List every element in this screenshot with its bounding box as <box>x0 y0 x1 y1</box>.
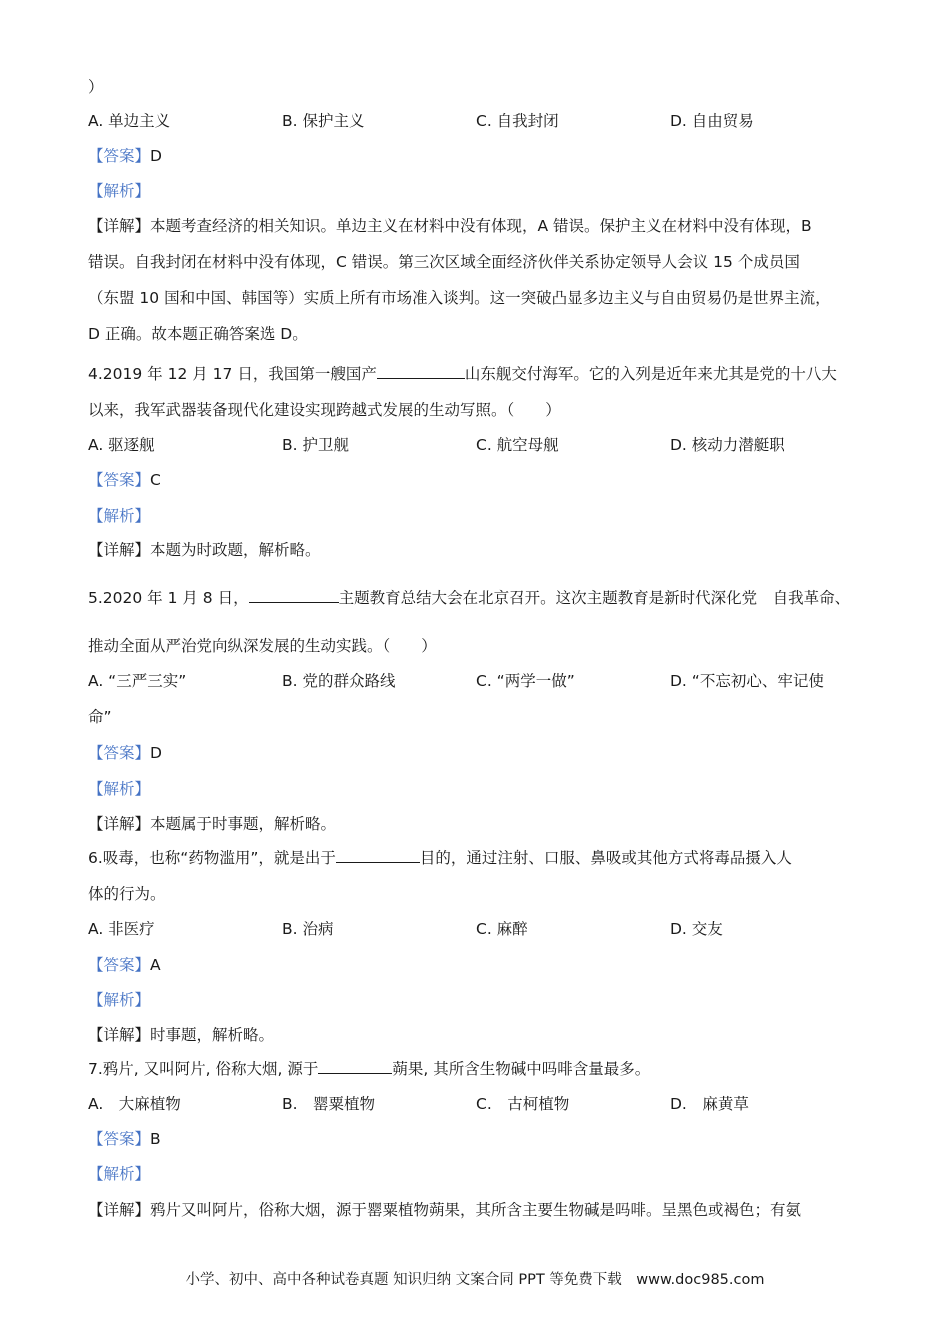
q5-detail <box>88 813 336 835</box>
q3-option-d: D. 自由贸易 <box>670 112 754 130</box>
q5-option-b: B. 党的群众路线 <box>282 672 396 690</box>
detail-text: 时事题，解析略。 <box>150 1026 275 1044</box>
q6-analysis-tag: 【解析】 <box>88 991 151 1009</box>
q5-option-a: A. “三严三实” <box>88 672 187 690</box>
detail-tag: 【详解】 <box>88 1026 151 1044</box>
q5-stem-line-1 <box>88 587 850 609</box>
stem-text: 目的，通过注射、口服、鼻吸或其他方式将毒品摄入人 <box>419 849 792 867</box>
q4-detail <box>88 539 321 561</box>
q4-option-c: C. 航空母舰 <box>476 436 559 454</box>
q3-analysis-tag: 【解析】 <box>88 182 151 200</box>
answer-tag: 【答案】 <box>88 147 151 165</box>
stem-text: 主题教育总结大会在北京召开。这次主题教育是新时代深化党 自我革命、 <box>338 589 851 607</box>
q6-answer <box>88 954 161 976</box>
q4-analysis-tag: 【解析】 <box>88 507 151 525</box>
q4-answer <box>88 469 161 491</box>
answer-blank <box>249 588 339 603</box>
q6-option-c: C. 麻醉 <box>476 920 528 938</box>
q4-option-a: A. 驱逐舰 <box>88 436 155 454</box>
q7-detail <box>88 1199 801 1221</box>
detail-tag: 【详解】 <box>88 815 151 833</box>
q7-option-b: B. 罂粟植物 <box>282 1095 376 1113</box>
detail-text: 本题为时政题，解析略。 <box>150 541 321 559</box>
q7-answer <box>88 1128 161 1150</box>
q5-option-d: D. “不忘初心、牢记使 <box>670 672 824 690</box>
q3-option-b: B. 保护主义 <box>282 112 365 130</box>
q3-detail-line-3: （东盟 10 国和中国、韩国等）实质上所有市场准入谈判。这一突破凸显多边主义与自由贸易仍是世界主流， <box>88 289 831 307</box>
q7-option-d: D. 麻黄草 <box>670 1095 749 1113</box>
q7-stem-line-1 <box>88 1058 650 1080</box>
q5-answer <box>88 742 162 764</box>
q7-option-c: C. 古柯植物 <box>476 1095 570 1113</box>
detail-tag: 【详解】 <box>88 541 151 559</box>
answer-blank <box>318 1059 392 1074</box>
q6-option-b: B. 治病 <box>282 920 334 938</box>
q4-option-d: D. 核动力潜艇职 <box>670 436 785 454</box>
q7-option-a: A. 大麻植物 <box>88 1095 181 1113</box>
q6-stem-line-1 <box>88 847 792 869</box>
q5-analysis-tag: 【解析】 <box>88 780 151 798</box>
answer-tag: 【答案】 <box>88 744 151 762</box>
detail-text: 本题属于时事题，解析略。 <box>150 815 337 833</box>
q3-stem-tail: ） <box>88 78 104 96</box>
answer-tag: 【答案】 <box>88 471 151 489</box>
q3-answer <box>88 145 162 167</box>
q3-detail-line-2: 错误。自我封闭在材料中没有体现，C 错误。第三次区域全面经济伙伴关系协定领导人会议 15 个成员国 <box>88 253 800 271</box>
answer-blank <box>377 364 465 379</box>
q5-option-c: C. “两学一做” <box>476 672 575 690</box>
q3-option-a: A. 单边主义 <box>88 112 171 130</box>
q6-stem-line-2: 体的行为。 <box>88 885 166 903</box>
q4-stem-line-2: 以来，我军武器装备现代化建设实现跨越式发展的生动写照。（ ） <box>88 401 561 419</box>
stem-text: 5.2020 年 1 月 8 日， <box>88 589 249 607</box>
answer-value: D <box>150 147 162 165</box>
stem-text: 蒴果, 其所含生物碱中吗啡含量最多。 <box>392 1060 651 1078</box>
q6-option-d: D. 交友 <box>670 920 723 938</box>
q6-detail <box>88 1024 274 1046</box>
q5-option-d-wrap: 命” <box>88 708 112 726</box>
page-footer: 小学、初中、高中各种试卷真题 知识归纳 文案合同 PPT 等免费下载 www.doc985.com <box>185 1272 765 1288</box>
detail-text: 鸦片又叫阿片，俗称大烟，源于罂粟植物蒴果，其所含主要生物碱是吗啡。呈黑色或褐色；有氨 <box>150 1201 802 1219</box>
detail-text: 本题考查经济的相关知识。单边主义在材料中没有体现，A 错误。保护主义在材料中没有体现，B <box>150 217 812 235</box>
q4-stem-line-1 <box>88 363 837 385</box>
q3-detail-line-1 <box>88 215 812 237</box>
answer-value: A <box>150 956 161 974</box>
answer-tag: 【答案】 <box>88 956 151 974</box>
stem-text: 4.2019 年 12 月 17 日，我国第一艘国产 <box>88 365 377 383</box>
q7-analysis-tag: 【解析】 <box>88 1165 151 1183</box>
q4-option-b: B. 护卫舰 <box>282 436 349 454</box>
answer-blank <box>336 848 420 863</box>
stem-text: 山东舰交付海军。它的入列是近年来尤其是党的十八大 <box>464 365 837 383</box>
answer-tag: 【答案】 <box>88 1130 151 1148</box>
q3-detail-line-4: D 正确。故本题正确答案选 D。 <box>88 325 308 343</box>
detail-tag: 【详解】 <box>88 217 151 235</box>
q6-option-a: A. 非医疗 <box>88 920 155 938</box>
q5-stem-line-2: 推动全面从严治党向纵深发展的生动实践。（ ） <box>88 637 437 655</box>
answer-value: C <box>150 471 161 489</box>
q3-option-c: C. 自我封闭 <box>476 112 559 130</box>
answer-value: D <box>150 744 162 762</box>
detail-tag: 【详解】 <box>88 1201 151 1219</box>
answer-value: B <box>150 1130 161 1148</box>
stem-text: 7.鸦片, 又叫阿片, 俗称大烟, 源于 <box>88 1060 319 1078</box>
stem-text: 6.吸毒，也称“药物滥用”，就是出于 <box>88 849 336 867</box>
